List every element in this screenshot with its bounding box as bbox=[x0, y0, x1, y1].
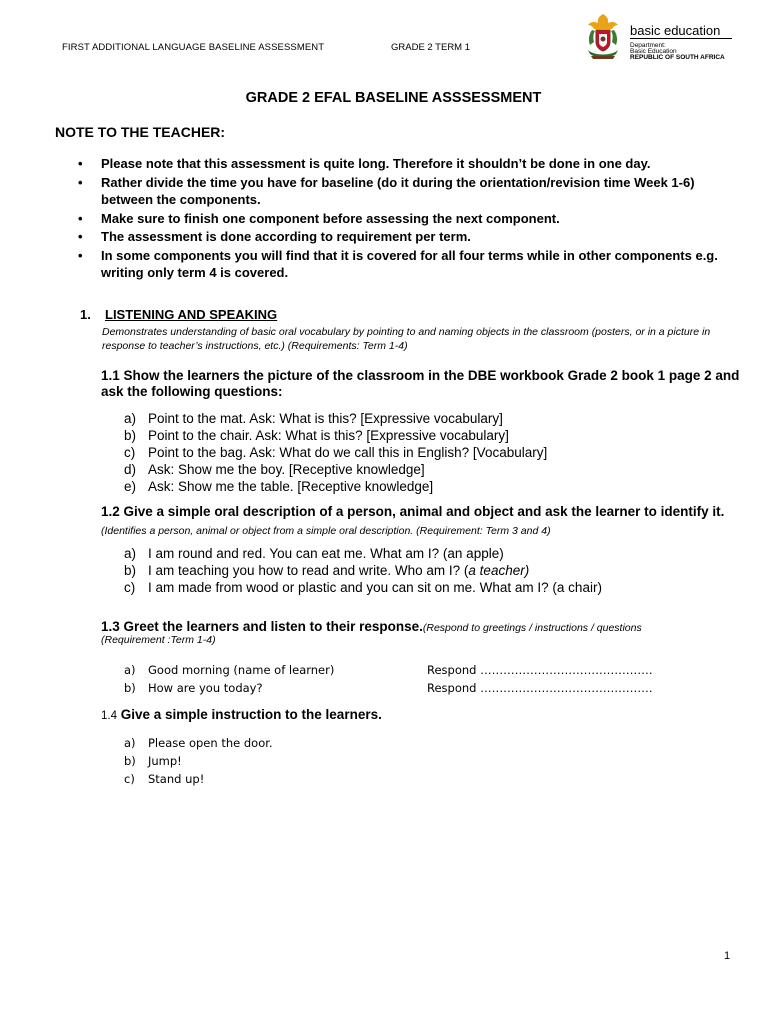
question-1-3-heading: 1.3 Greet the learners and listen to their response.(Respond to greetings / instructions / questions bbox=[101, 619, 642, 634]
question-1-4-heading: 1.4 Give a simple instruction to the learners. bbox=[101, 707, 382, 722]
header-grade-term: GRADE 2 TERM 1 bbox=[391, 42, 471, 53]
note-bullet: • In some components you will find that it is covered for all four terms while in other components e.g. writing only term 4 is covered. bbox=[78, 247, 718, 280]
respond-line: Respond ……………………………………… bbox=[427, 681, 653, 695]
list-item: a) I am round and red. You can eat me. What am I? (an apple) bbox=[124, 546, 504, 561]
list-item: b) I am teaching you how to read and write. Who am I? (a teacher) bbox=[124, 563, 530, 578]
section-title: LISTENING AND SPEAKING bbox=[105, 307, 278, 322]
document-title: GRADE 2 EFAL BASELINE ASSSESSMENT bbox=[245, 90, 542, 106]
note-bullet: • The assessment is done according to requirement per term. bbox=[78, 229, 471, 244]
list-item: e) Ask: Show me the table. [Receptive knowledge] bbox=[124, 479, 434, 494]
note-bullet: • Please note that this assessment is quite long. Therefore it shouldn’t be done in one day. bbox=[78, 156, 651, 171]
question-1-1-heading: 1.1 Show the learners the picture of the classroom in the DBE workbook Grade 2 book 1 page 2 and ask the following questions: bbox=[101, 368, 740, 399]
list-item: c) Point to the bag. Ask: What do we call this in English? [Vocabulary] bbox=[124, 445, 548, 460]
section-number: 1. bbox=[80, 307, 91, 322]
note-heading: NOTE TO THE TEACHER: bbox=[55, 124, 226, 140]
logo-country: REPUBLIC OF SOUTH AFRICA bbox=[630, 54, 725, 61]
list-item: d) Ask: Show me the boy. [Receptive knowledge] bbox=[124, 462, 425, 477]
list-item: c) Stand up! bbox=[124, 772, 205, 786]
question-1-3-list bbox=[124, 661, 744, 697]
logo-department-label: Department: bbox=[630, 42, 666, 49]
question-1-3-requirement: (Requirement :Term 1-4) bbox=[101, 634, 216, 646]
logo-title: basic education bbox=[630, 23, 721, 38]
question-1-2-list bbox=[124, 545, 724, 596]
list-item: b) How are you today? Respond ……………………………………… bbox=[124, 681, 653, 695]
header-assessment-name: FIRST ADDITIONAL LANGUAGE BASELINE ASSESSMENT bbox=[62, 42, 325, 53]
page-number: 1 bbox=[724, 950, 731, 962]
question-1-2-heading: 1.2 Give a simple oral description of a person, animal and object and ask the learner to identify it. (Identifies a person, animal or object from a simple oral description. (Requirement: Term 3 and 4) bbox=[101, 504, 725, 537]
note-bullet-list bbox=[78, 155, 738, 283]
list-item: b) Jump! bbox=[124, 754, 182, 768]
question-1-3-note: (Respond to greetings / instructions / questions bbox=[422, 622, 642, 634]
question-1-1-list bbox=[124, 410, 724, 495]
list-item: a) Point to the mat. Ask: What is this? [Expressive vocabulary] bbox=[124, 411, 503, 426]
respond-line: Respond ……………………………………… bbox=[427, 663, 653, 677]
list-item: a) Good morning (name of learner) Respond ……………………………………… bbox=[124, 663, 653, 677]
question-1-2-note: (Identifies a person, animal or object from a simple oral description. (Requirement: Term 3 and 4) bbox=[101, 524, 551, 537]
note-bullet: • Rather divide the time you have for baseline (do it during the orientation/revision time Week 1-6) between the components. bbox=[78, 174, 695, 207]
question-1-4-list bbox=[124, 734, 744, 788]
note-bullet: • Make sure to finish one component before assessing the next component. bbox=[78, 210, 560, 226]
list-item: a) Please open the door. bbox=[124, 736, 273, 750]
logo-divider bbox=[630, 38, 732, 39]
list-item: c) I am made from wood or plastic and you can sit on me. What am I? (a chair) bbox=[124, 580, 602, 595]
list-item: b) Point to the chair. Ask: What is this? [Expressive vocabulary] bbox=[124, 428, 509, 443]
coat-of-arms-logo bbox=[580, 12, 626, 66]
section-description: Demonstrates understanding of basic oral vocabulary by pointing to and naming objects in the classroom (posters, or in a picture in response to teacher’s instructions, etc.) (Requirements: Term 1-4) bbox=[102, 326, 711, 352]
logo-department-name: Basic Education bbox=[630, 48, 677, 55]
